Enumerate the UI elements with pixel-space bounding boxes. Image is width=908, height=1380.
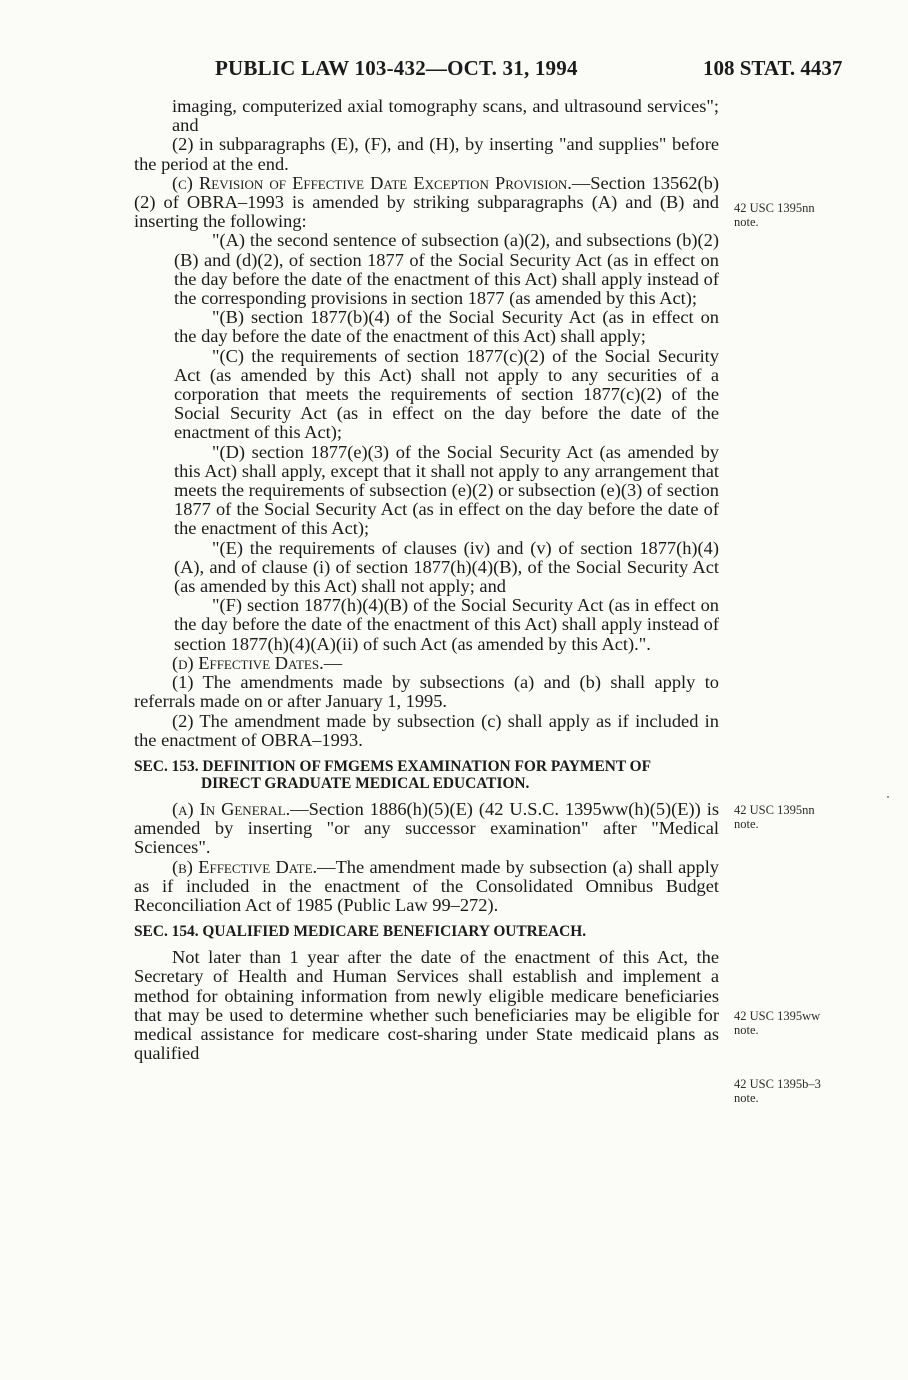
subsection-d-heading: (d) Effective Dates. [172,652,324,673]
section-153-a-text: —Section 1886(h)(5)(E) (42 U.S.C. 1395ww(h)(5)(E)) is amended by inserting "or any successor examination" after "Medical Sciences". [134,798,719,858]
section-153-a-heading: (a) In General. [172,798,291,819]
section-153-heading [134,758,719,792]
paragraph-d1: (1) The amendments made by subsections (a) and (b) shall apply to referrals made on or after January 1, 1995. [134,672,719,712]
section-154-text: Not later than 1 year after the date of the enactment of this Act, the Secretary of Health and Human Services shall establish and implement a method for obtaining information from newly eligible medicare beneficiaries that may be used to determine whether such beneficiaries may be eligible for medical assistance for medicare cost-sharing under State medicaid plans as qualified [134,947,719,1064]
page-header [0,56,908,86]
margin-note-1 [734,201,815,229]
quoted-subparagraph-b: "(B) section 1877(b)(4) of the Social Security Act (as in effect on the day before the date of the enactment of this Act) shall apply; [174,307,719,347]
scan-speck [887,796,889,798]
subsection-d [134,654,719,673]
margin-note-2-citation: 42 USC 1395nn [734,803,815,817]
margin-note-1-citation: 42 USC 1395nn [734,201,815,215]
section-153-a [134,800,719,858]
subsection-c-text: —Section 13562(b)(2) of OBRA–1993 is amended by striking subparagraphs (A) and (B) and inserting the following: [134,172,719,232]
paragraph-2-supplies: (2) in subparagraphs (E), (F), and (H), by inserting "and supplies" before the period at the end. [134,134,719,174]
running-title: PUBLIC LAW 103-432—OCT. 31, 1994 [215,56,578,80]
quoted-subparagraph-c: "(C) the requirements of section 1877(c)(2) of the Social Security Act (as amended by this Act) shall not apply to any securities of a corporation that meets the requirements of section 1877(c)(2) of the Social Security Act (as in effect on the day before the date of the enactment of this Act); [174,345,719,443]
margin-note-4-label: note. [734,1091,759,1105]
margin-note-4-citation: 42 USC 1395b–3 [734,1077,821,1091]
margin-note-3-citation: 42 USC 1395ww [734,1009,821,1023]
quoted-subparagraph-f: "(F) section 1877(h)(4)(B) of the Social Security Act (as in effect on the day before the date of the enactment of this Act) shall apply instead of section 1877(h)(4)(A)(ii) of such Act (as amended by this Act).". [174,595,719,654]
section-153-heading-line2: DIRECT GRADUATE MEDICAL EDUCATION. [201,774,530,792]
margin-note-3-label: note. [734,1023,759,1037]
section-153-heading-line1: SEC. 153. DEFINITION OF FMGEMS EXAMINATION FOR PAYMENT OF [134,757,652,775]
subsection-c [134,174,719,232]
margin-note-2-label: note. [734,817,759,831]
statute-page-number: 108 STAT. 4437 [703,56,843,80]
section-154-heading: SEC. 154. QUALIFIED MEDICARE BENEFICIARY OUTREACH. [134,923,587,941]
subsection-c-heading: (c) Revision of Effective Date Exception Provision. [172,172,572,193]
paragraph-d2: (2) The amendment made by subsection (c) shall apply as if included in the enactment of OBRA–1993. [134,710,719,750]
paragraph-imaging: imaging, computerized axial tomography scans, and ultrasound services"; and [172,96,719,136]
margin-note-1-label: note. [734,215,759,229]
quoted-subparagraph-e: "(E) the requirements of clauses (iv) and (v) of section 1877(h)(4)(A), and of clause (i) of section 1877(h)(4)(B), of the Social Security Act (as amended by this Act) shall not apply; and [174,537,719,597]
margin-note-3 [734,1009,820,1037]
margin-note-2 [734,803,815,831]
margin-note-4 [734,1077,821,1105]
quoted-subparagraph-a: "(A) the second sentence of subsection (a)(2), and subsections (b)(2)(B) and (d)(2), of section 1877 of the Social Security Act (as in effect on the day before the date of the enactment of this Act) shall apply instead of the corresponding provisions in section 1877 (as amended by this Act); [174,230,719,309]
subsection-d-dash: — [323,652,343,673]
section-153-b-text: —The amendment made by subsection (a) shall apply as if included in the enactment of the Consolidated Omnibus Budget Reconciliation Act of 1985 (Public Law 99–272). [134,856,719,915]
quoted-subparagraph-d: "(D) section 1877(e)(3) of the Social Security Act (as amended by this Act) shall apply, except that it shall not apply to any arrangement that meets the requirements of subsection (e)(2) or subsection (e)(3) of section 1877 of the Social Security Act (as in effect on the day before the date of the enactment of this Act); [174,441,719,539]
section-153-b-heading: (b) Effective Date. [172,856,318,877]
section-153-b [134,858,719,916]
page-body [134,97,719,1063]
